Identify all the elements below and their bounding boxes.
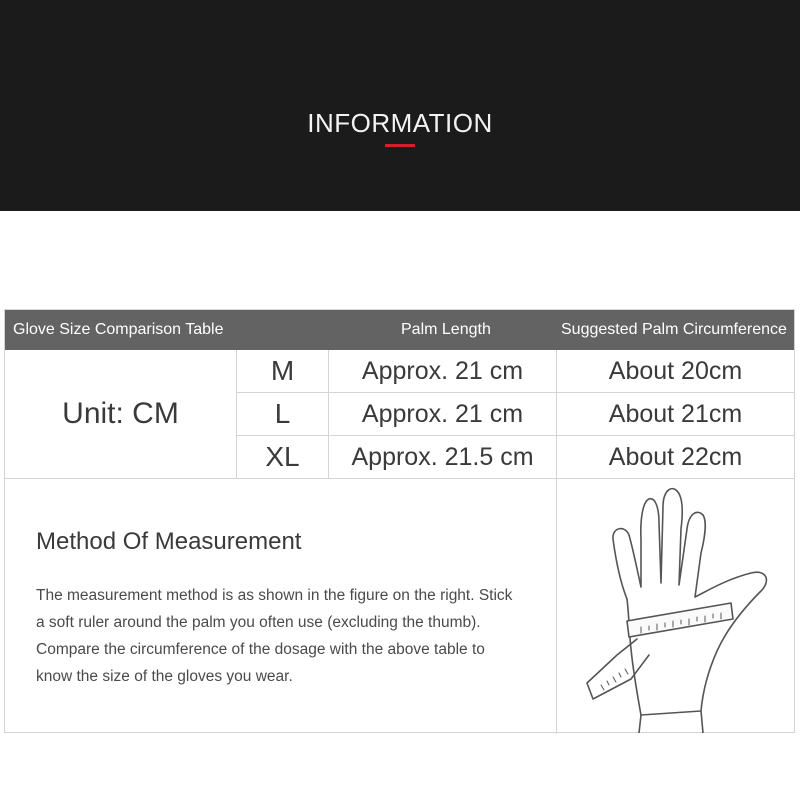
table-row [237,436,794,479]
header-palm-length: Palm Length [401,321,491,338]
table-row [237,393,794,436]
method-title: Method Of Measurement [36,528,302,555]
circumference-cell: About 22cm [608,442,743,471]
header-palm-circumference: Suggested Palm Circumference [561,321,787,338]
unit-label: Unit: CM [5,350,237,478]
method-description [36,582,556,690]
hand-with-measuring-tape-icon [557,479,795,733]
size-cell: L [237,393,329,435]
method-line: The measurement method is as shown in the figure on the right. Stick [36,587,513,604]
banner-title: INFORMATION [307,108,493,138]
circumference-cell: About 21cm [608,399,743,428]
palm-length-cell: Approx. 21 cm [329,350,557,392]
header-table-title: Glove Size Comparison Table [13,321,224,338]
table-header [5,310,794,350]
palm-length-cell: Approx. 21.5 cm [329,436,557,478]
method-line: a soft ruler around the palm you often use (excluding the thumb). [36,614,481,631]
size-comparison-table [4,309,795,733]
size-cell: XL [237,436,329,478]
method-line: Compare the circumference of the dosage with the above table to [36,641,485,658]
method-line: know the size of the gloves you wear. [36,668,293,685]
size-cell: M [237,350,329,392]
palm-length-cell: Approx. 21 cm [329,393,557,435]
header-banner [0,0,800,211]
circumference-cell: About 20cm [608,356,743,385]
table-row [237,350,794,393]
banner-accent-line [385,144,415,147]
